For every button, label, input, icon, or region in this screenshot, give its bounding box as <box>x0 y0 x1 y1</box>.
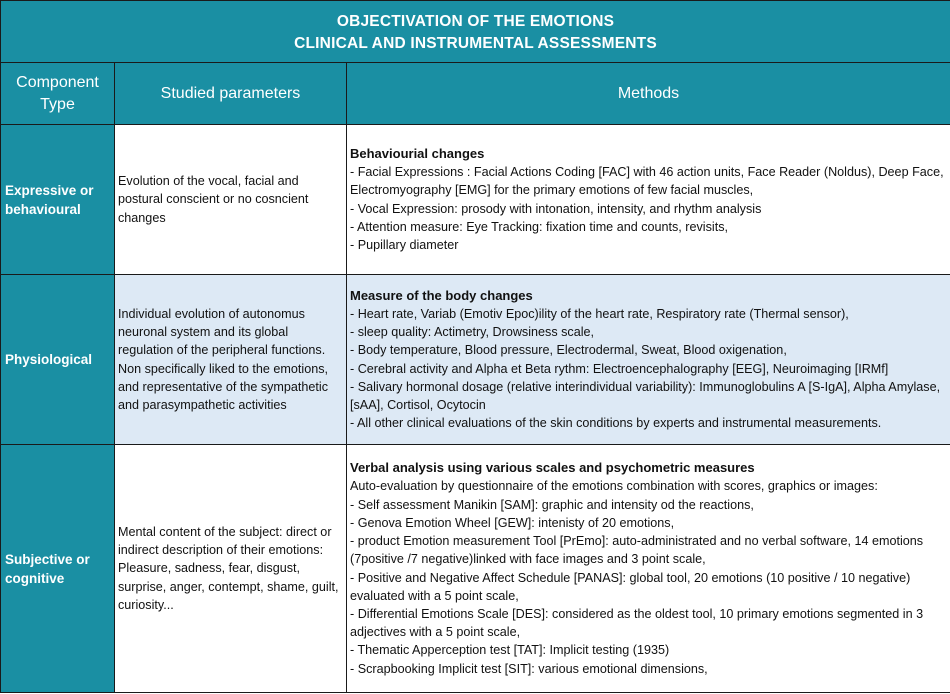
methods-heading: Verbal analysis using various scales and psychometric measures <box>350 460 755 476</box>
parameter-text: Individual evolution of autonomus neuronal system and its global regulation of the peripheral functions. <box>118 306 326 358</box>
table-row <box>1 445 950 693</box>
method-item: - Pupillary diameter <box>350 237 459 252</box>
parameter-text: Pleasure, sadness, fear, disgust, surprise, anger, contempt, shame, guilt, curiosity... <box>118 561 339 612</box>
title-line-2: CLINICAL AND INSTRUMENTAL ASSESSMENTS <box>294 34 657 52</box>
method-item: - sleep quality: Actimetry, Drowsiness scale, <box>350 325 595 340</box>
methods-heading: Behaviourial changes <box>350 145 485 161</box>
methods-cell <box>347 445 950 693</box>
methods-heading: Measure of the body changes <box>350 287 533 303</box>
method-item: - Self assessment Manikin [SAM]: graphic and intensity od the reactions, <box>350 497 754 512</box>
method-item: - Facial Expressions : Facial Actions Coding [FAC] with 46 action units, Face Reader (Noldus), Deep Face, Electromyography [EMG] for the primary emotions of few facial muscles, <box>350 165 944 198</box>
method-item: - Differential Emotions Scale [DES]: considered as the oldest tool, 10 primary emotions segmented in 3 adjectives with a 5 point scale, <box>350 606 924 640</box>
method-item: - Cerebral activity and Alpha et Beta rythm: Electroencephalography [EEG], Neuroimaging [IRMf] <box>350 361 889 376</box>
table-row <box>1 125 950 275</box>
method-item: Auto-evaluation by questionnaire of the emotions combination with scores, graphics or images: <box>350 479 878 494</box>
method-item: - Genova Emotion Wheel [GEW]: intenisty of 20 emotions, <box>350 515 675 530</box>
method-item: - Scrapbooking Implicit test [SIT]: various emotional dimensions, <box>350 661 708 676</box>
methods-cell <box>347 275 950 445</box>
component-type-cell: Expressive or behavioural <box>1 125 115 275</box>
parameter-text: Mental content of the subject: direct or indirect description of their emotions: <box>118 524 332 558</box>
studied-parameters-cell <box>115 275 347 445</box>
component-type-cell: Physiological <box>1 275 115 445</box>
table-row <box>1 275 950 445</box>
table-title <box>1 1 950 63</box>
methods-cell <box>347 125 950 275</box>
component-type-cell: Subjective or cognitive <box>1 445 115 693</box>
title-row <box>1 1 950 63</box>
studied-parameters-cell <box>115 445 347 693</box>
method-item: - Vocal Expression: prosody with intonation, intensity, and rhythm analysis <box>350 201 762 216</box>
method-item: - product Emotion measurement Tool [PrEmo]: auto-administrated and no verbal software, 14 emotions (7positive /7 negative)linked with face images and 3 point scale, <box>350 534 924 567</box>
parameter-text: Evolution of the vocal, facial and postural conscient or no cosncient changes <box>118 174 309 225</box>
method-item: - Positive and Negative Affect Schedule [PANAS]: global tool, 20 emotions (10 positive / 10 negative) evaluated with a 5 point scale, <box>350 570 911 603</box>
method-item: - Thematic Apperception test [TAT]: Implicit testing (1935) <box>350 643 670 658</box>
method-item: - Attention measure: Eye Tracking: fixation time and counts, revisits, <box>350 219 728 234</box>
method-item: - Heart rate, Variab (Emotiv Epoc)ility of the heart rate, Respiratory rate (Thermal sensor), <box>350 306 849 321</box>
studied-parameters-cell <box>115 125 347 275</box>
method-item: - All other clinical evaluations of the skin conditions by experts and instrumental measurements. <box>350 416 882 431</box>
header-methods: Methods <box>347 63 950 125</box>
header-studied-parameters: Studied parameters <box>115 63 347 125</box>
header-component-type: Component Type <box>1 63 115 125</box>
method-item: - Body temperature, Blood pressure, Electrodermal, Sweat, Blood oxigenation, <box>350 343 787 358</box>
method-item: - Salivary hormonal dosage (relative interindividual variability): Immunoglobulins A [S-IgA], Alpha Amylase, [sAA], Cortisol, Ocytocin <box>350 379 941 412</box>
header-row <box>1 63 950 125</box>
title-line-1: OBJECTIVATION OF THE EMOTIONS <box>336 12 615 30</box>
parameter-text: Non specifically liked to the emotions, and representative of the sympathetic and parasympathetic activities <box>118 361 329 412</box>
